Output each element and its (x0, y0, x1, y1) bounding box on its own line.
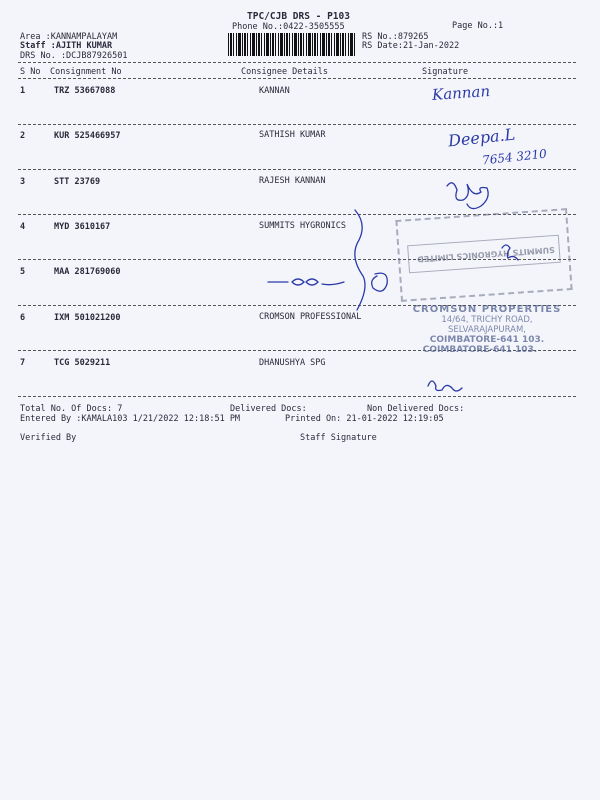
cromson-line: CROMSON PROPERTIES (412, 304, 562, 315)
row-consignee: SATHISH KUMAR (259, 130, 326, 140)
row-consignee: SUMMITS HYGRONICS (259, 221, 346, 231)
row-consignment: MAA 281769060 (54, 267, 121, 277)
cromson-line: COIMBATORE-641 103. (429, 335, 545, 345)
cromson-line: 14/64, TRICHY ROAD, (441, 315, 533, 325)
cromson-line: COIMBATORE-641 103. (422, 345, 538, 355)
col-signature: Signature (422, 67, 469, 77)
row-sno: 1 (20, 86, 26, 96)
col-sno: S No (20, 67, 41, 77)
row-consignment: TRZ 53667088 (54, 86, 116, 96)
row-consignee: DHANUSHYA SPG (259, 358, 326, 368)
row-consignee: KANNAN (259, 86, 290, 96)
row-sno: 4 (20, 222, 26, 232)
row-sno: 6 (20, 313, 26, 323)
phone-number: Phone No.:0422-3505555 (232, 22, 345, 32)
staff-label: Staff :AJITH KUMAR (20, 41, 113, 51)
col-consignment: Consignment No (50, 67, 122, 77)
row-sno: 3 (20, 177, 26, 187)
area-label: Area :KANNAMPALAYAM (20, 32, 118, 42)
drs-number: DRS No. :DCJB87926501 (20, 51, 128, 61)
staff-signature: Staff Signature (300, 433, 377, 443)
summits-stamp-text: SUMMITS HYGRONICS LIMITED (416, 245, 556, 264)
row-consignment: KUR 525466957 (54, 131, 121, 141)
entered-by: Entered By :KAMALA103 1/21/2022 12:18:51 PM (20, 414, 241, 424)
summits-stamp (395, 208, 572, 302)
row-sno: 7 (20, 358, 26, 368)
cromson-stamp (402, 304, 572, 355)
signature-deepa: Deepa.L (447, 124, 517, 151)
row-consignee: RAJESH KANNAN (259, 176, 326, 186)
page-number: Page No.:1 (452, 21, 504, 31)
row-consignment: IXM 501021200 (54, 313, 121, 323)
row-consignment: MYD 3610167 (54, 222, 111, 232)
signature-kannan: Kannan (431, 81, 491, 105)
row-consignment: STT 23769 (54, 177, 101, 187)
row-consignment: TCG 5029211 (54, 358, 111, 368)
row-sno: 5 (20, 267, 26, 277)
row-sno: 2 (20, 131, 26, 141)
verified-by: Verified By (20, 433, 77, 443)
non-delivered-docs: Non Delivered Docs: (367, 404, 465, 414)
row-consignee: CROMSON PROFESSIONAL (259, 312, 362, 322)
rs-number: RS No.:879265 (362, 32, 429, 42)
printed-on: Printed On: 21-01-2022 12:19:05 (285, 414, 444, 424)
total-docs: Total No. Of Docs: 7 (20, 404, 123, 414)
doc-title: TPC/CJB DRS - P103 (247, 11, 350, 22)
rs-date: RS Date:21-Jan-2022 (362, 41, 460, 51)
delivered-docs: Delivered Docs: (230, 404, 307, 414)
signature-deepa-number: 7654 3210 (481, 146, 548, 168)
cromson-line: SELVARAJAPURAM, (448, 325, 526, 335)
col-consignee: Consignee Details (241, 67, 328, 77)
